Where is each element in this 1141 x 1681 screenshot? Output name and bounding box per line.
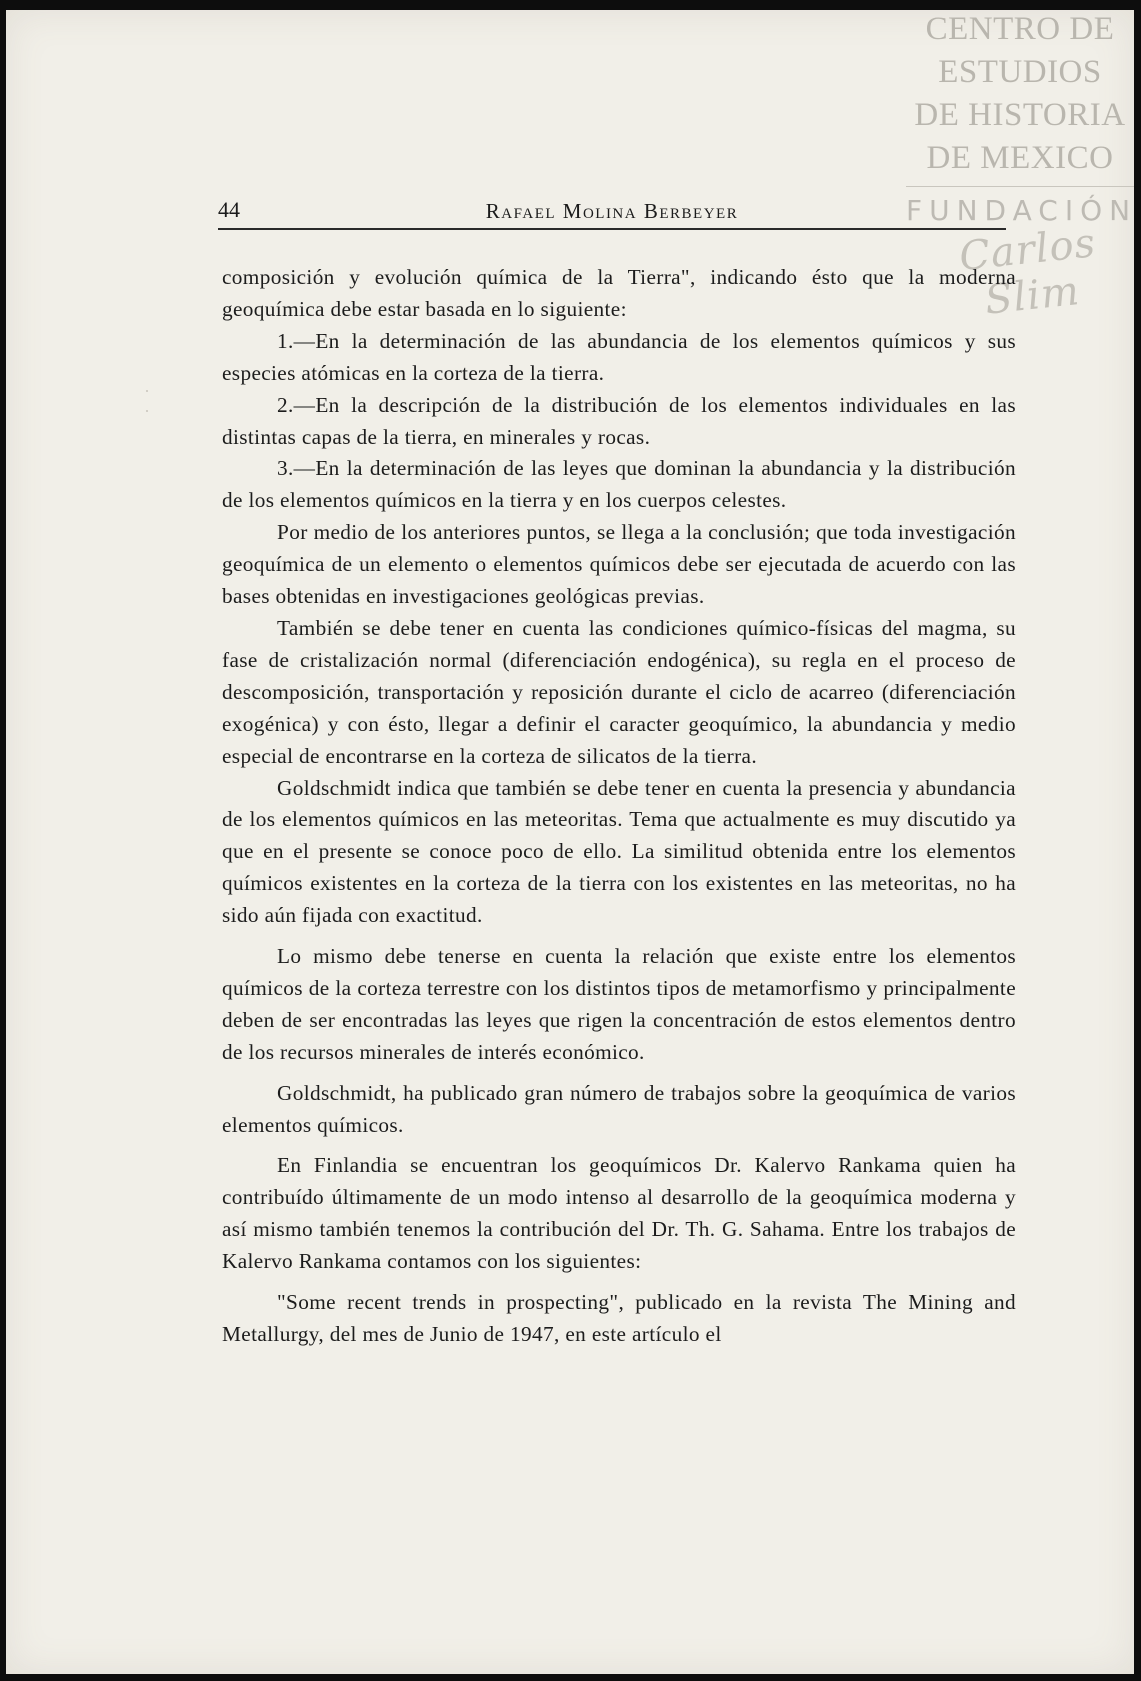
paragraph: "Some recent trends in prospecting", publicado en la revista The Mining and Metallurgy, del mes de Junio de 1947, en este artículo el [222,1290,1016,1346]
running-head: Rafael Molina Berbeyer [485,199,739,223]
list-item: 2.—En la descripción de la distribución de los elementos individuales en las distintas capas de la tierra, en minerales y rocas. [222,392,1016,449]
watermark-foundation: FUNDACIÓN [906,194,1138,227]
header-rule [218,228,1006,230]
watermark-signature: Carlos Slim [957,220,1099,324]
list-item: 3.—En la determinación de las leyes que dominan la abundancia y la distribución de los elementos químicos en la tierra y en los cuerpos celestes. [222,456,1016,513]
watermark-divider [906,186,1134,187]
watermark-line: DE HISTORIA [914,97,1126,133]
paragraph: Por medio de los anteriores puntos, se llega a la conclusión; que toda investigación geoquímica de un elemento o elementos químicos debe ser ejecutada de acuerdo con las bases obtenidas en investigaciones geológicas previas. [222,520,1016,609]
page-number: 44 [218,197,240,222]
paragraph: Lo mismo debe tenerse en cuenta la relación que existe entre los elementos químicos de la corteza terrestre con los distintos tipos de metamorfismo y principalmente deben de ser encontradas las leyes que rigen la concentración de estos elementos dentro de los recursos minerales de interés económico. [222,944,1016,1064]
paragraph: También se debe tener en cuenta las condiciones químico-físicas del magma, su fase de cristalización normal (diferenciación endogénica), su regla en el proceso de descomposición, transportación y reposición durante el ciclo de acarreo (diferenciación exogénica) y con ésto, llegar a definir el caracter geoquímico, la abundancia y medio especial de encontrarse en la corteza de silicatos de la tierra. [222,615,1016,768]
watermark-line: CENTRO DE [925,11,1115,47]
paragraph: En Finlandia se encuentran los geoquímicos Dr. Kalervo Rankama quien ha contribuído últimamente de un modo intenso al desarrollo de la geoquímica moderna y así mismo también tenemos la contribución del Dr. Th. G. Sahama. Entre los trabajos de Kalervo Rankama contamos con los siguientes: [222,1153,1016,1274]
paragraph: Goldschmidt, ha publicado gran número de trabajos sobre la geoquímica de varios elementos químicos. [222,1080,1016,1137]
watermark-line: DE MEXICO [926,140,1114,176]
list-item: 1.—En la determinación de las abundancia de los elementos químicos y sus especies atómicas en la corteza de la tierra. [222,328,1016,385]
page-header [218,197,1006,227]
paragraph: Goldschmidt indica que también se debe tener en cuenta la presencia y abundancia de los elementos químicos en las meteoritas. Tema que actualmente es muy discutido ya que en el presente se conoce poco de ello. La similitud obtenida entre los elementos químicos existentes en la corteza de la tierra con los existentes en las meteoritas, no ha sido aún fijada con exactitud. [222,775,1016,928]
watermark-line: ESTUDIOS [938,54,1102,90]
paragraph: composición y evolución química de la Tierra", indicando ésto que la moderna geoquímica debe estar basada en lo siguiente: [222,265,1016,321]
scan-speck [146,390,148,392]
scan-speck [146,410,148,412]
body-text [222,262,1016,1351]
